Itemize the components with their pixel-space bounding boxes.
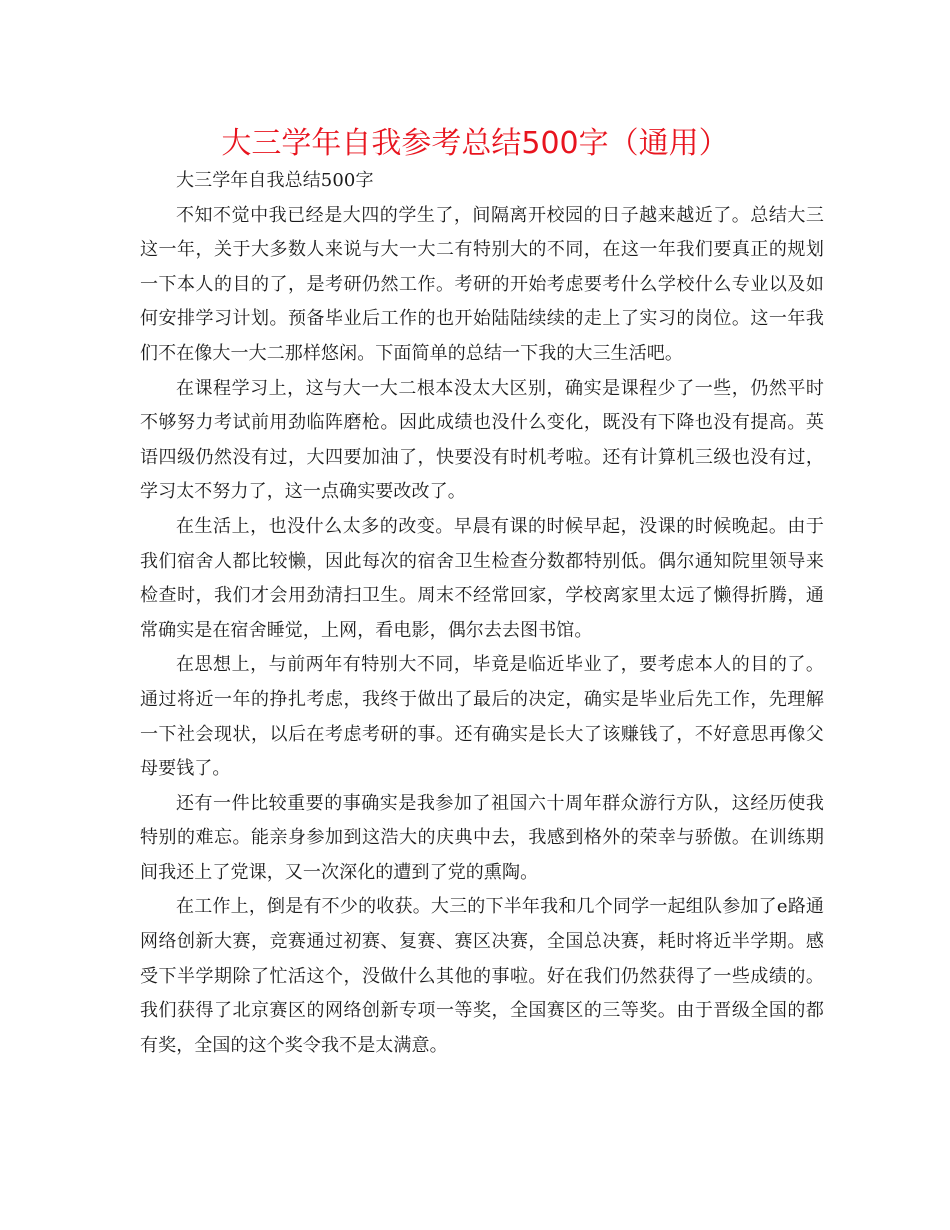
paragraph-thought: 在思想上，与前两年有特别大不同，毕竟是临近毕业了，要考虑本人的目的了。通过将近一年的挣扎考虑，我终于做出了最后的决定，确实是毕业后先工作，先理解一下社会现状，以后在考虑考研的事。还有确实是长大了该赚钱了，不好意思再像父母要钱了。 bbox=[140, 654, 824, 780]
document-body bbox=[140, 164, 824, 1063]
paragraph-life: 在生活上，也没什么太多的改变。早晨有课的时候早起，没课的时候晚起。由于我们宿舍人都比较懒，因此每次的宿舍卫生检查分数都特别低。偶尔通知院里领导来检查时，我们才会用劲清扫卫生。周末不经常回家，学校离家里太远了懒得折腾，通常确实是在宿舍睡觉，上网，看电影，偶尔去去图书馆。 bbox=[140, 515, 824, 641]
paragraph-parade: 还有一件比较重要的事确实是我参加了祖国六十周年群众游行方队，这经历使我特别的难忘。能亲身参加到这浩大的庆典中去，我感到格外的荣幸与骄傲。在训练期间我还上了党课，又一次深化的遭到了党的熏陶。 bbox=[140, 792, 824, 883]
document-title: 大三学年自我参考总结500字（通用） bbox=[221, 126, 729, 161]
paragraph-work: 在工作上，倒是有不少的收获。大三的下半年我和几个同学一起组队参加了e路通网络创新大赛，竞赛通过初赛、复赛、赛区决赛，全国总决赛，耗时将近半学期。感受下半学期除了忙活这个，没做什么其他的事啦。好在我们仍然获得了一些成绩的。我们获得了北京赛区的网络创新专项一等奖，全国赛区的三等奖。由于晋级全国的都有奖，全国的这个奖令我不是太满意。 bbox=[140, 896, 824, 1056]
document-subtitle: 大三学年自我总结500字 bbox=[176, 170, 374, 191]
paragraph-intro: 不知不觉中我已经是大四的学生了，间隔离开校园的日子越来越近了。总结大三这一年，关于大多数人来说与大一大二有特别大的不同，在这一年我们要真正的规划一下本人的目的了，是考研仍然工作。考研的开始考虑要考什么学校什么专业以及如何安排学习计划。预备毕业后工作的也开始陆陆续续的走上了实习的岗位。这一年我们不在像大一大二那样悠闲。下面简单的总结一下我的大三生活吧。 bbox=[140, 204, 824, 364]
paragraph-study: 在课程学习上，这与大一大二根本没太大区别，确实是课程少了一些，仍然平时不够努力考试前用劲临阵磨枪。因此成绩也没什么变化，既没有下降也没有提高。英语四级仍然没有过，大四要加油了，快要没有时机考啦。还有计算机三级也没有过，学习太不努力了，这一点确实要改改了。 bbox=[140, 377, 824, 503]
